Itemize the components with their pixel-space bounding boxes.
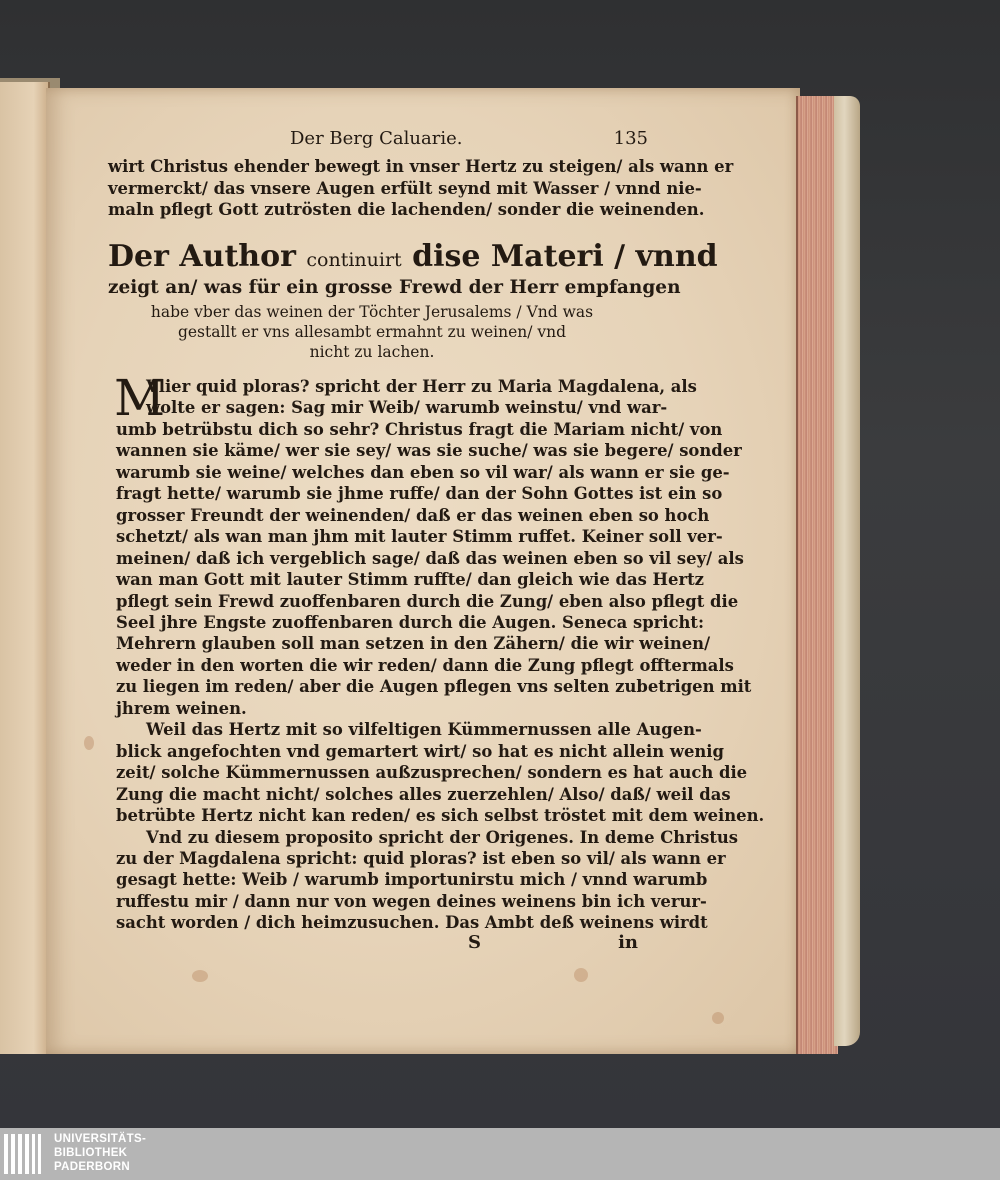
text-line: wirt Christus ehender bewegt in vnser Hertz zu steigen/ als wann er <box>108 157 734 176</box>
drop-cap: M <box>114 369 166 427</box>
text-line: umb betrübstu dich so sehr? Christus fragt die Mariam nicht/ von <box>116 419 723 439</box>
running-head-title: Der Berg Caluarie. <box>290 128 463 149</box>
text-line: Zung die macht nicht/ solches alles zuerzehlen/ Also/ daß/ weil das <box>116 784 731 804</box>
text-line: Weil das Hertz mit so vilfeltigen Kümmernussen alle Augen- <box>146 720 702 740</box>
library-footer-bar <box>0 1128 1000 1180</box>
heading-line: zeigt an/ was für ein grosse Frewd der Herr empfangen <box>108 277 681 298</box>
text-line: wan man Gott mit lauter Stimm ruffte/ dan gleich wie das Hertz <box>116 570 704 590</box>
catchword: in <box>618 932 638 953</box>
chapter-heading <box>108 239 718 277</box>
text-line: fragt hette/ warumb sie jhme ruffe/ dan der Sohn Gottes ist ein so <box>116 484 723 504</box>
intro-paragraph <box>108 156 734 221</box>
page-edges <box>796 96 838 1054</box>
heading-part: continuirt <box>306 249 402 271</box>
text-line: Seel jhre Engste zuoffenbaren durch die Augen. Seneca spricht: <box>116 612 705 632</box>
chapter-subheading-small <box>108 302 636 362</box>
text-line: Vnd zu diesem proposito spricht der Origenes. In deme Christus <box>146 827 739 847</box>
text-line: jhrem weinen. <box>116 698 247 718</box>
heading-line: gestallt er vns allesambt ermahnt zu weinen/ vnd <box>177 323 567 341</box>
text-line: vermerckt/ das vnsere Augen erfült seynd mit Wasser / vnnd nie- <box>108 178 702 198</box>
text-line: Vlier quid ploras? spricht der Herr zu Maria Magdalena, als <box>146 377 697 396</box>
text-line: schetzt/ als wan man jhm mit lauter Stimm ruffet. Keiner soll ver- <box>116 527 723 547</box>
text-line: meinen/ daß ich vergeblich sage/ daß das weinen eben so vil sey/ als <box>116 548 744 568</box>
text-line: zeit/ solche Kümmernussen außzusprechen/ sondern es hat auch die <box>116 763 748 783</box>
text-line: weder in den worten die wir reden/ dann die Zung pflegt offtermals <box>116 655 734 675</box>
text-line: sacht worden / dich heimzusuchen. Das Ambt deß weinens wirdt <box>116 913 708 933</box>
library-logo-icon <box>2 1132 46 1176</box>
heading-line: habe vber das weinen der Töchter Jerusalems / Vnd was <box>150 303 594 321</box>
text-line: gesagt hette: Weib / warumb importunirstu mich / vnnd warumb <box>116 870 708 890</box>
heading-part: dise Materi / vnnd <box>412 239 718 274</box>
foxing-spot <box>574 968 588 982</box>
text-line: zu der Magdalena spricht: quid ploras? ist eben so vil/ als wann er <box>116 848 726 868</box>
library-name-line: UNIVERSITÄTS- <box>54 1133 147 1145</box>
text-line: maln pflegt Gott zutrösten die lachenden/ sonder die weinenden. <box>108 200 705 219</box>
left-page-edge <box>0 82 50 1054</box>
library-name-line: PADERBORN <box>54 1161 130 1173</box>
text-line: ruffestu mir / dann nur von wegen deines weinens bin ich verur- <box>116 891 707 911</box>
running-header <box>108 128 648 156</box>
foxing-spot <box>84 736 94 750</box>
text-line: zu liegen im reden/ aber die Augen pflegen vns selten zubetrigen mit <box>116 677 752 697</box>
chapter-subheading <box>108 276 681 300</box>
text-line: blick angefochten vnd gemartert wirt/ so hat es nicht allein wenig <box>116 741 724 761</box>
text-line: betrübte Hertz nicht kan reden/ es sich selbst tröstet mit dem weinen. <box>116 806 765 826</box>
heading-line: nicht zu lachen. <box>309 343 435 361</box>
text-line: Mehrern glauben soll man setzen in den Zähern/ die wir weinen/ <box>116 634 711 654</box>
text-line: grosser Freundt der weinenden/ daß er das weinen eben so hoch <box>116 505 710 525</box>
text-line: wannen sie käme/ wer sie sey/ was sie suche/ was sie begere/ sonder <box>116 441 742 461</box>
text-line: warumb sie weine/ welches dan eben so vil war/ als wann er sie ge- <box>116 462 730 482</box>
text-line: wolte er sagen: Sag mir Weib/ warumb weinstu/ vnd war- <box>146 398 668 418</box>
book-cover-edge <box>834 96 860 1046</box>
heading-part: Der Author <box>108 239 296 274</box>
foxing-spot <box>192 970 208 982</box>
text-line: pflegt sein Frewd zuoffenbaren durch die Zung/ eben also pflegt die <box>116 591 739 611</box>
foxing-spot <box>712 1012 724 1024</box>
library-name-line: BIBLIOTHEK <box>54 1147 128 1159</box>
library-name <box>54 1132 146 1174</box>
body-text <box>114 369 765 934</box>
signature-mark: S <box>468 932 481 953</box>
page-number: 135 <box>613 128 648 149</box>
page-foot <box>116 932 638 956</box>
